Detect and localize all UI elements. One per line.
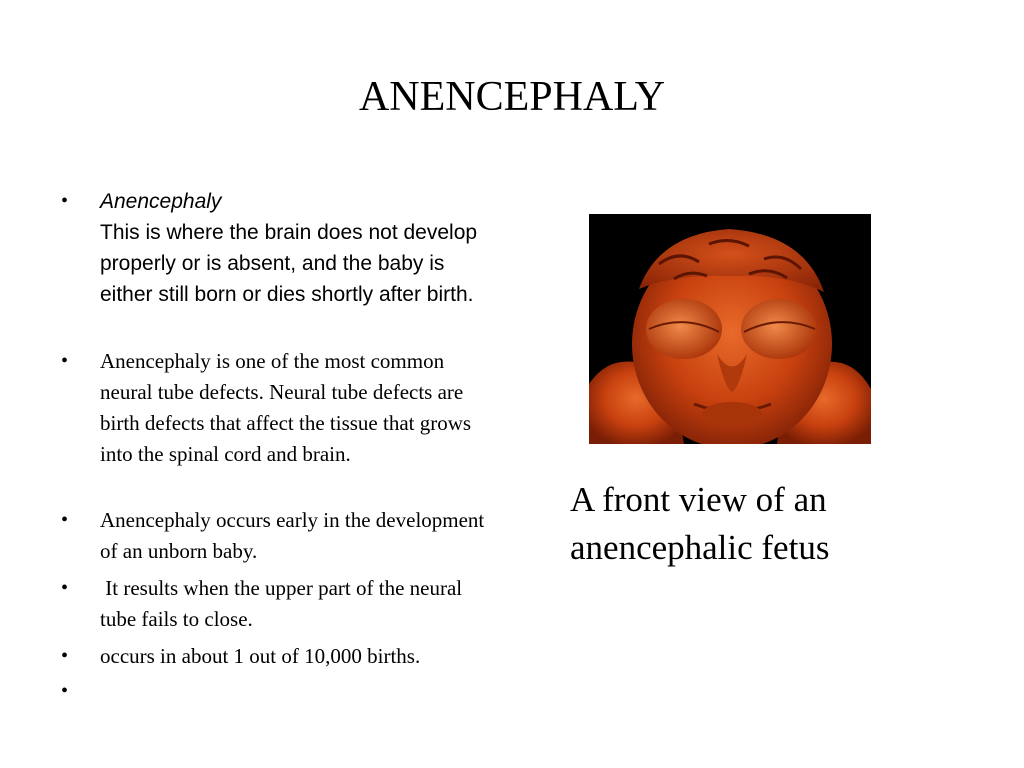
bullet-symbol: • [61, 509, 69, 531]
bullet-symbol: • [61, 645, 69, 667]
bullet-symbol: • [61, 577, 69, 599]
bullet-text: occurs in about 1 out of 10,000 births. [100, 644, 421, 668]
bullet-text: Anencephaly occurs early in the development of an unborn baby. [100, 508, 485, 563]
fetus-photo [589, 214, 871, 444]
bullet-text [100, 186, 500, 310]
fetus-illustration [589, 214, 871, 444]
bullet-text: Anencephaly is one of the most common neural tube defects. Neural tube defects are birth defects that affect the tissue that grows into the spinal cord and brain. [100, 349, 472, 466]
slide-title: ANENCEPHALY [358, 74, 666, 120]
bullet-heading: Anencephaly [100, 190, 222, 213]
bullet-body: This is where the brain does not develop properly or is absent, and the baby is either still born or dies shortly after birth. [100, 221, 478, 306]
bullet-symbol: • [61, 350, 69, 372]
bullet-text: It results when the upper part of the neural tube fails to close. [100, 576, 468, 631]
bullet-symbol: • [61, 680, 69, 702]
bullet-symbol: • [61, 190, 69, 212]
image-caption: A front view of an anencephalic fetus [570, 480, 830, 567]
